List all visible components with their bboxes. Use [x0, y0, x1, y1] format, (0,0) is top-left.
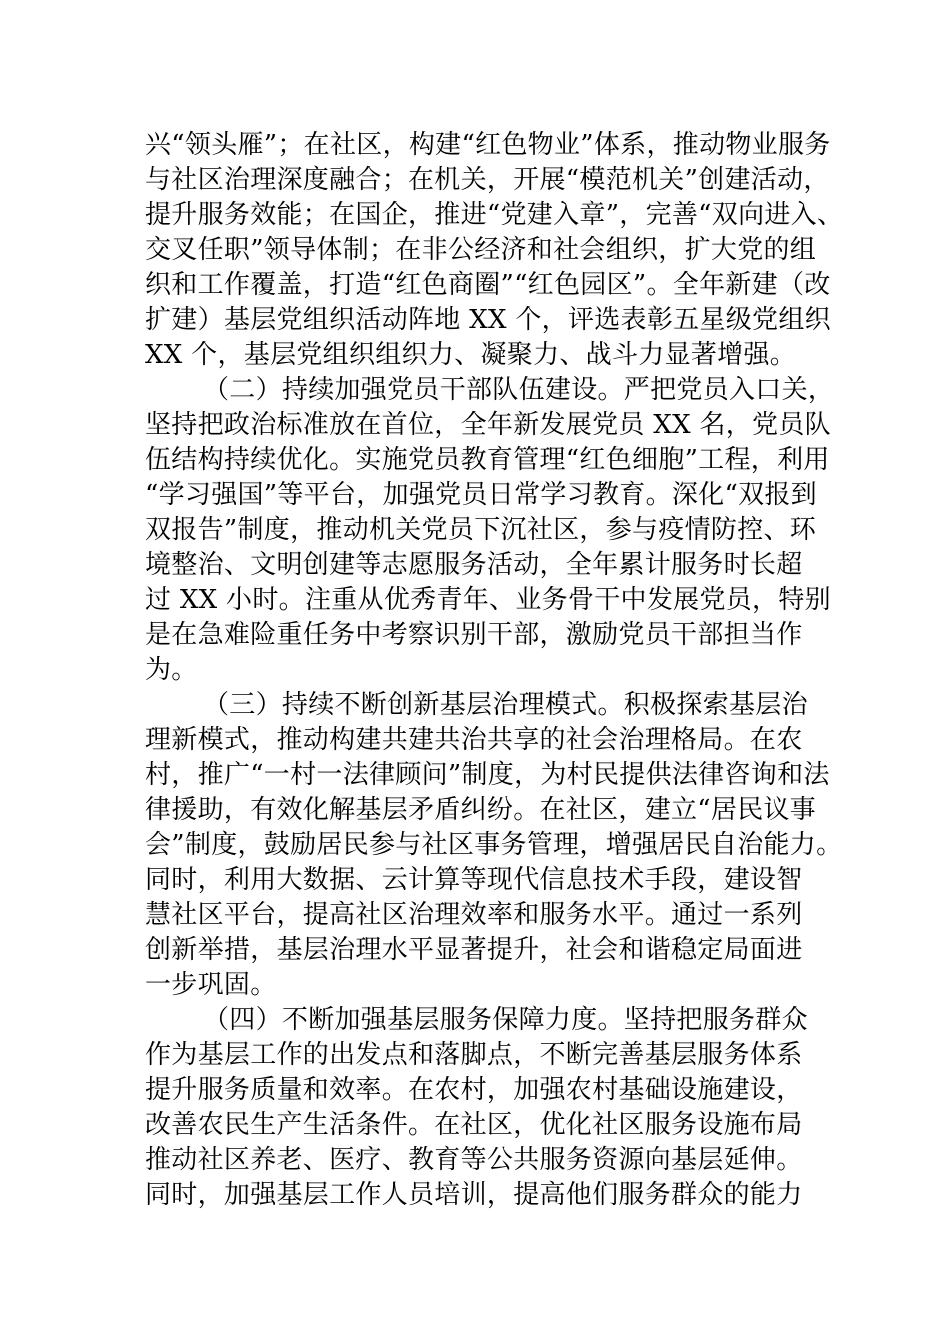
text-line: “学习强国”等平台，加强党员日常学习教育。深化“双报到 [145, 480, 817, 510]
text-line: 兴“领头雁”；在社区，构建“红色物业”体系，推动物业服务 [145, 130, 831, 160]
text-line: （四）不断加强基层服务保障力度。坚持把服务群众 [203, 1005, 808, 1035]
text-line: 改善农民生产生活条件。在社区，优化社区服务设施布局 [145, 1110, 803, 1140]
text-line: 会”制度，鼓励居民参与社区事务管理，增强居民自治能力。 [145, 830, 843, 860]
text-line: 织和工作覆盖，打造“红色商圈”“红色园区”。全年新建（改 [145, 270, 831, 300]
text-line: （二）持续加强党员干部队伍建设。严把党员入口关， [203, 375, 835, 405]
text-line: 同时，利用大数据、云计算等现代信息技术手段，建设智 [145, 865, 803, 895]
text-line: 境整治、文明创建等志愿服务活动，全年累计服务时长超 [145, 550, 803, 580]
text-line: 交叉任职”领导体制；在非公经济和社会组织，扩大党的组 [145, 235, 817, 265]
text-line: 理新模式，推动构建共建共治共享的社会治理格局。在农 [145, 725, 803, 755]
text-line: 律援助，有效化解基层矛盾纠纷。在社区，建立“居民议事 [145, 795, 817, 825]
text-line: 扩建）基层党组织活动阵地 XX 个，评选表彰五星级党组织 [145, 305, 831, 335]
text-line: 双报告”制度，推动机关党员下沉社区，参与疫情防控、环 [145, 515, 817, 545]
text-line: 为。 [145, 655, 198, 685]
text-line: 创新举措，基层治理水平显著提升，社会和谐稳定局面进 [145, 935, 803, 965]
text-line: （三）持续不断创新基层治理模式。积极探索基层治 [203, 690, 808, 720]
text-line: 同时，加强基层工作人员培训，提高他们服务群众的能力 [145, 1180, 803, 1210]
text-line: 过 XX 小时。注重从优秀青年、业务骨干中发展党员，特别 [145, 585, 831, 615]
text-line: 推动社区养老、医疗、教育等公共服务资源向基层延伸。 [145, 1145, 803, 1175]
text-line: 作为基层工作的出发点和落脚点，不断完善基层服务体系 [145, 1040, 803, 1070]
text-line: 是在急难险重任务中考察识别干部，激励党员干部担当作 [145, 620, 803, 650]
text-line: 慧社区平台，提高社区治理效率和服务水平。通过一系列 [145, 900, 803, 930]
text-line: 坚持把政治标准放在首位，全年新发展党员 XX 名，党员队 [145, 410, 831, 440]
text-line: 一步巩固。 [145, 970, 277, 1000]
text-line: 伍结构持续优化。实施党员教育管理“红色细胞”工程，利用 [145, 445, 830, 475]
body-text [145, 128, 844, 1213]
text-line: 提升服务质量和效率。在农村，加强农村基础设施建设， [145, 1075, 803, 1105]
text-line: 村，推广“一村一法律顾问”制度，为村民提供法律咨询和法 [145, 760, 830, 790]
text-line: 与社区治理深度融合；在机关，开展“模范机关”创建活动， [145, 165, 830, 195]
text-line: XX 个，基层党组织组织力、凝聚力、战斗力显著增强。 [145, 340, 797, 370]
text-line: 提升服务效能；在国企，推进“党建入章”，完善“双向进入、 [145, 200, 844, 230]
